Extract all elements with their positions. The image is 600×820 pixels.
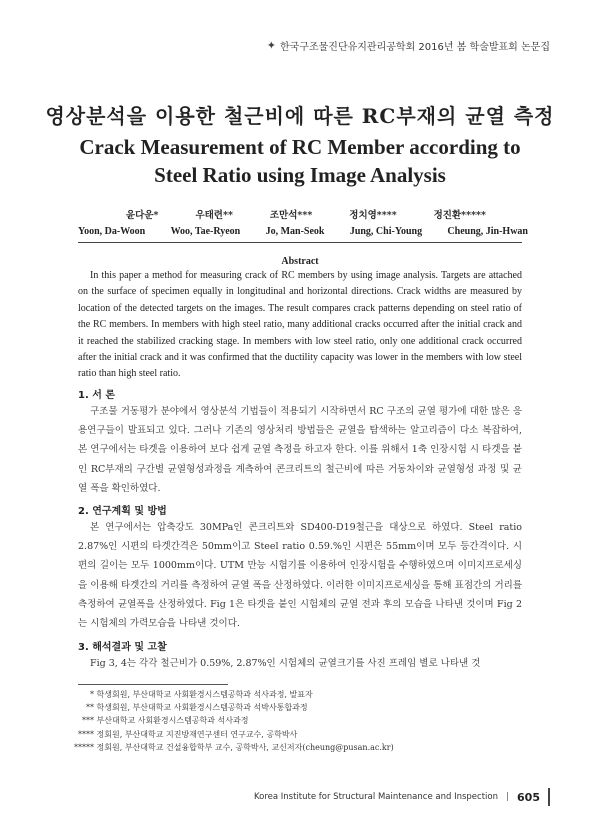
section-text-results: Fig 3, 4는 각각 철근비가 0.59%, 2.87%인 시험체의 균열크기를 사진 프레임 별로 나타낸 것	[90, 658, 481, 669]
authors-korean	[78, 208, 528, 224]
author-en-5: Cheung, Jin-Hwan	[447, 226, 528, 237]
title-english: Crack Measurement of RC Member according to Steel Ratio using Image Analysis	[79, 135, 521, 187]
author-en-1: Yoon, Da-Woon	[78, 226, 146, 237]
footnotes	[74, 688, 522, 754]
author-en-2: Woo, Tae-Ryeon	[170, 226, 241, 237]
footnote-1: * 학생회원, 부산대학교 사회환경시스템공학과 석사과정, 발표자	[90, 690, 313, 699]
section-heading-results: 3. 해석결과 및 고찰	[78, 642, 167, 653]
author-en-3: Jo, Man-Seok	[265, 226, 325, 237]
abstract-top-rule	[78, 242, 522, 243]
author-ko-1: 윤다운*	[126, 210, 159, 221]
author-ko-5: 정진환*****	[433, 210, 486, 221]
running-head	[267, 38, 550, 53]
section-heading-introduction: 1. 서 론	[78, 390, 116, 401]
authors-english	[78, 224, 528, 240]
footnote-3: *** 부산대학교 사회환경시스템공학과 석사과정	[82, 716, 249, 726]
section-heading-methods: 2. 연구계획 및 방법	[78, 506, 167, 517]
footnote-2: ** 학생회원, 부산대학교 사회환경시스템공학과 석박사통합과정	[86, 703, 308, 713]
footer-institute: Korea Institute for Structural Maintenance and Inspection	[253, 792, 498, 802]
footnote-4: **** 정회원, 부산대학교 지진방재연구센터 연구교수, 공학박사	[78, 729, 298, 739]
author-en-4: Jung, Chi-Young	[349, 226, 423, 237]
footnote-5: ***** 정회원, 부산대학교 건설융합학부 교수, 공학박사, 교신저자(cheung@pusan.ac.kr)	[74, 742, 394, 752]
section-text-introduction: 구조물 거동평가 분야에서 영상분석 기법들이 적용되기 시작하면서 RC 구조의 균열 평가에 대한 많은 응용연구들이 발표되고 있다. 그러나 기존의 영상처리 방법들은 균열을 탐색하는 알고리즘이 다소 복잡하여, 본 연구에서는 타겟을 이용하여 보다 쉽게 균열 측정을 하고자 한다. 이를 위해서 1축 인장시험 시 타겟을 붙인 RC부재의 구간별 균열형성과정을 계측하여 콘크리트의 철근비에 따른 거동차이와 균열형성 과정 및 균열 폭을 확인하였다.	[78, 406, 522, 494]
author-block	[78, 208, 528, 240]
footnote-rule	[78, 684, 228, 685]
abstract-heading: Abstract	[281, 256, 319, 267]
running-head-text: 한국구조물진단유지관리공학회 2016년 봄 학술발표회 논문집	[279, 42, 550, 53]
title-korean: 영상분석을 이용한 철근비에 따른 RC부재의 균열 측정	[45, 104, 555, 128]
author-ko-3: 조만석***	[269, 210, 313, 221]
page-number: 605	[517, 790, 540, 804]
footer-bar	[548, 788, 550, 806]
author-ko-4: 정치영****	[349, 210, 397, 221]
footer-separator: |	[505, 792, 510, 802]
author-ko-2: 우태련**	[195, 210, 233, 221]
abstract-text: In this paper a method for measuring crack of RC members by using image analysis. Targets are attached on the surface of specimen equally in longitudinal and horizontal directions. Crack widths are measured by location of the detected targets on the images. The result compares crack patterns depending on steel ratio of the RC members. In members with high steel ratio, many additional cracks occurred after the initial crack and it reached the stabilized cracking stage. In members with low steel ratio, only one additional crack occurred after the initial crack and it was confirmed that the ductility capacity was lower in the members with low steel ratio than high steel ratio.	[78, 270, 522, 380]
page-footer	[254, 788, 550, 806]
section-text-methods: 본 연구에서는 압축강도 30MPa인 콘크리트와 SD400-D19철근을 대상으로 하였다. Steel ratio 2.87%인 시편의 타겟간격은 50mm이고 Steel ratio 0.59.%인 시편은 55mm이며 모두 등간격이다. 시편의 길이는 모두 1000mm이다. UTM 만능 시험기를 이용하여 인장시험을 수행하였으며 이미지프로세싱을 이용해 타겟간의 거리를 측정하여 균열 폭을 산정하였다. 이러한 이미지프로세싱을 통해 표점간의 거리를 측정하여 균열폭을 산정하였다. Fig 1은 타겟을 붙인 시험체의 균열 전과 후의 모습을 나타낸 것이며 Fig 2는 시험체의 가력모습을 나타낸 것이다.	[78, 522, 522, 630]
arrow-leaf-icon: ✦	[266, 39, 276, 52]
